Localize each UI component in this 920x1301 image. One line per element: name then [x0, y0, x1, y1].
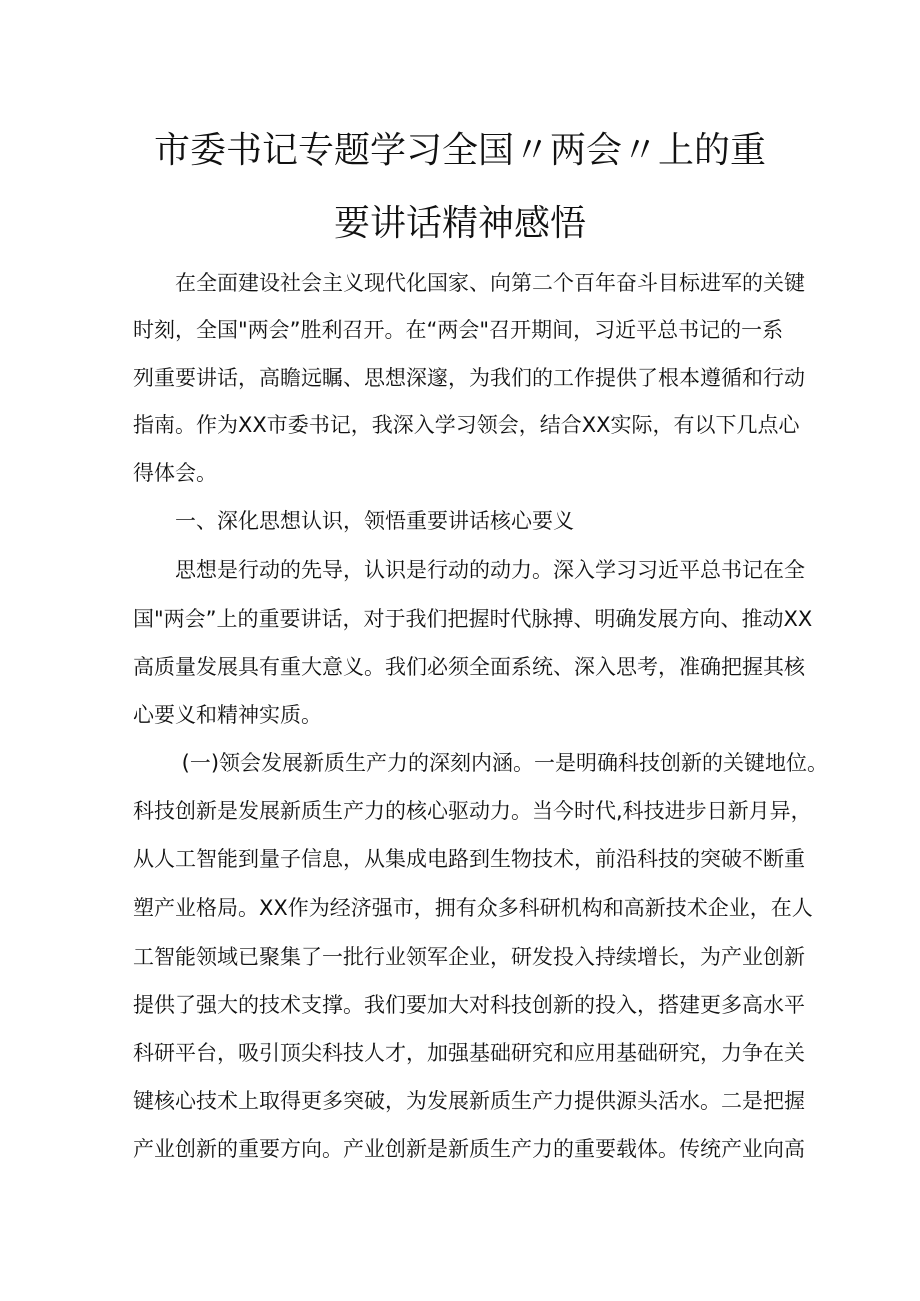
- paragraph-line: 塑产业格局。XX作为经济强市，拥有众多科研机构和高新技术企业，在人: [133, 896, 813, 920]
- paragraph-line: 高质量发展具有重大意义。我们必须全面系统、深入思考，准确把握其核: [133, 655, 805, 679]
- paragraph-line: 国"两会”上的重要讲话，对于我们把握时代脉搏、明确发展方向、推动XX: [133, 607, 813, 631]
- paragraph-line: 从人工智能到量子信息，从集成电路到生物技术，前沿科技的突破不断重: [133, 847, 805, 871]
- paragraph-line: 产业创新的重要方向。产业创新是新质生产力的重要载体。传统产业向高: [133, 1137, 805, 1161]
- paragraph-line: 时刻，全国"两会”胜利召开。在“两会"召开期间，习近平总书记的一系: [133, 318, 784, 342]
- paragraph-line: 工智能领域已聚集了一批行业领军企业，研发投入持续增长，为产业创新: [133, 945, 805, 969]
- section-heading: 一、深化思想认识，领悟重要讲话核心要义: [133, 509, 574, 533]
- paragraph-line: 键核心技术上取得更多突破，为发展新质生产力提供源头活水。二是把握: [133, 1089, 805, 1113]
- paragraph-line: 得体会。: [133, 461, 217, 485]
- subsection-line: (一)领会发展新质生产力的深刻内涵。一是明确科技创新的关键地位。: [133, 751, 829, 775]
- document-title-line-1: 市委书记专题学习全国〃两会〃上的重: [153, 130, 766, 171]
- paragraph-line: 列重要讲话，高瞻远瞩、思想深邃，为我们的工作提供了根本遵循和行动: [133, 366, 805, 390]
- paragraph-line: 指南。作为XX市委书记，我深入学习领会，结合XX实际，有以下几点心: [133, 413, 800, 437]
- paragraph-line: 科技创新是发展新质生产力的核心驱动力。当今时代,科技进步日新月异，: [133, 799, 812, 823]
- paragraph-line: 思想是行动的先导，认识是行动的动力。深入学习习近平总书记在全: [133, 558, 805, 582]
- paragraph-line: 科研平台，吸引顶尖科技人才，加强基础研究和应用基础研究，力争在关: [133, 1041, 805, 1065]
- document-title-line-2: 要讲话精神感悟: [333, 203, 586, 244]
- paragraph-line: 提供了强大的技术支撑。我们要加大对科技创新的投入，搭建更多高水平: [133, 993, 805, 1017]
- paragraph-line: 在全面建设社会主义现代化国家、向第二个百年奋斗目标进军的关键: [133, 271, 805, 295]
- paragraph-line: 心要义和精神实质。: [133, 703, 322, 727]
